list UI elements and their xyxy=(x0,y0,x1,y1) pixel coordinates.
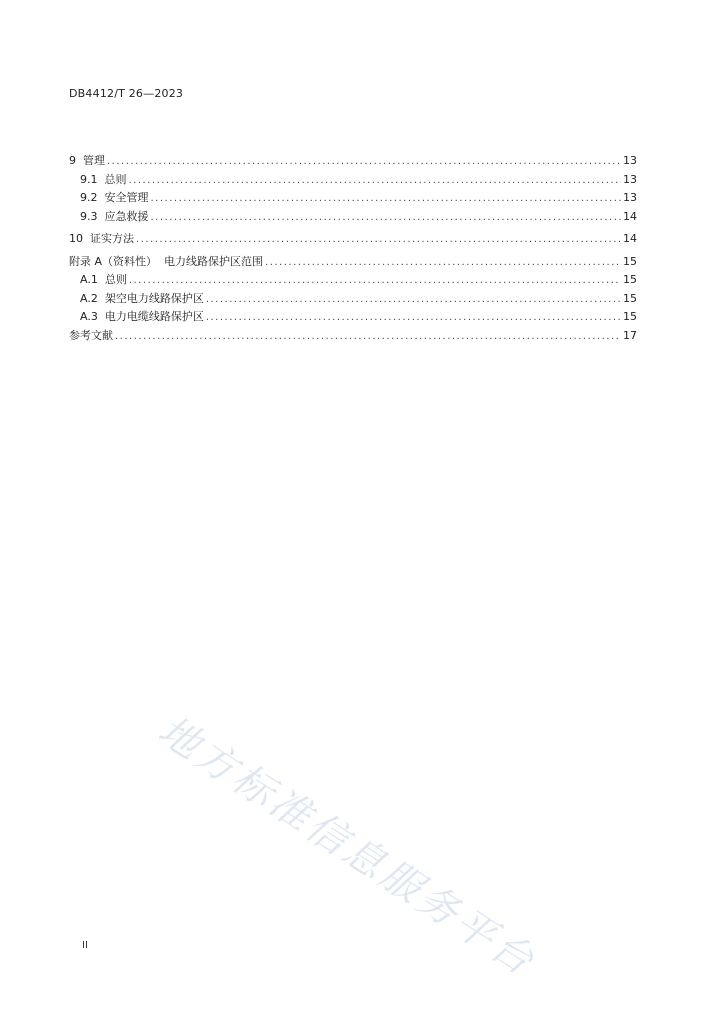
dot-leader xyxy=(107,155,621,169)
toc-entry-number: A.2 xyxy=(80,291,105,305)
toc-entry-title: 参考文献 xyxy=(69,328,113,342)
dot-leader xyxy=(206,293,621,307)
page-number: II xyxy=(82,940,88,951)
toc-entry-title: 架空电力线路保护区 xyxy=(104,291,204,305)
toc-entry-appendix-a[interactable] xyxy=(69,255,637,274)
toc-entry-title: 电力线路保护区范围 xyxy=(164,254,264,268)
toc-entry-9-2[interactable] xyxy=(69,191,637,210)
toc-entry-page: 15 xyxy=(623,273,637,286)
toc-entry-number: 9.2 xyxy=(80,191,105,204)
dot-leader xyxy=(115,330,621,344)
toc-entry-number: 9.3 xyxy=(80,209,105,223)
toc-entry-page: 14 xyxy=(623,232,637,245)
toc-entry-title: 总则 xyxy=(104,172,127,186)
toc-entry-a-2[interactable] xyxy=(69,292,637,311)
document-code: DB4412/T 26—2023 xyxy=(69,87,184,100)
toc-entry-page: 13 xyxy=(623,154,637,167)
toc-entry-a-3[interactable] xyxy=(69,310,637,329)
toc-entry-number: 9.1 xyxy=(80,172,105,186)
dot-leader xyxy=(265,256,621,270)
toc-entry-title: 电力电缆线路保护区 xyxy=(104,310,204,323)
toc-entry-number: 10 xyxy=(69,232,90,245)
toc-entry-page: 15 xyxy=(623,254,637,268)
toc-entry-title: 管理 xyxy=(83,154,105,167)
toc-entry-a-1[interactable] xyxy=(69,273,637,292)
toc-entry-number: 附录 A（资料性） xyxy=(69,254,165,268)
toc-entry-title: 应急救援 xyxy=(104,209,149,223)
toc-entry-9[interactable] xyxy=(69,154,637,173)
toc-entry-number: A.3 xyxy=(80,310,105,323)
toc-entry-number: A.1 xyxy=(80,273,105,286)
toc-entry-page: 15 xyxy=(623,291,637,305)
toc-entry-9-3[interactable] xyxy=(69,210,637,229)
dot-leader xyxy=(151,192,622,206)
dot-leader xyxy=(151,211,622,225)
dot-leader xyxy=(129,274,621,288)
toc-entry-page: 15 xyxy=(623,310,637,323)
toc-entry-bibliography[interactable] xyxy=(69,329,637,348)
dot-leader xyxy=(136,233,621,247)
toc-entry-page: 13 xyxy=(623,172,637,186)
table-of-contents xyxy=(69,154,637,347)
watermark: 地方标准信息服务平台 xyxy=(150,707,545,986)
dot-leader xyxy=(206,311,621,325)
toc-entry-number: 9 xyxy=(69,154,83,167)
dot-leader xyxy=(129,174,622,188)
toc-entry-page: 14 xyxy=(623,209,637,223)
toc-entry-title: 安全管理 xyxy=(104,191,149,204)
toc-entry-page: 17 xyxy=(623,328,637,342)
toc-entry-page: 13 xyxy=(623,191,637,204)
toc-entry-title: 证实方法 xyxy=(90,232,134,245)
toc-entry-title: 总则 xyxy=(104,273,127,286)
toc-entry-9-1[interactable] xyxy=(69,173,637,192)
toc-entry-10[interactable] xyxy=(69,232,637,251)
